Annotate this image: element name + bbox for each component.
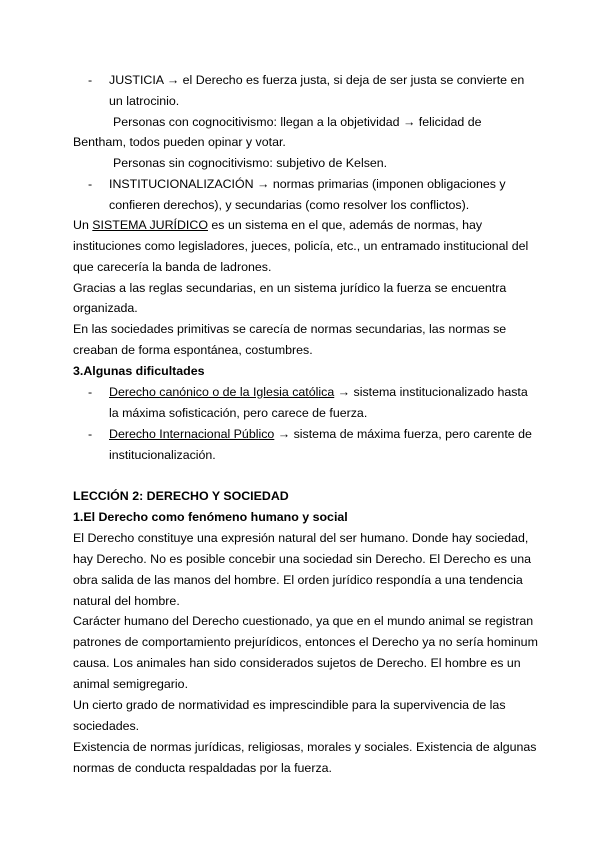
text-fragment: → sistema de máxima fuerza, pero carente de bbox=[274, 427, 532, 441]
paragraph-line: creaban de forma espontánea, costumbres. bbox=[73, 343, 313, 357]
section-heading-dificultades: 3.Algunas dificultades bbox=[73, 364, 205, 378]
paragraph-line: hay Derecho. No es posible concebir una sociedad sin Derecho. El Derecho es una bbox=[73, 552, 532, 566]
derecho-canonico-line bbox=[109, 384, 528, 400]
text-fragment: es un sistema en el que, además de normas, hay bbox=[207, 218, 483, 232]
paragraph-line: natural del hombre. bbox=[73, 594, 180, 608]
derecho-internacional-line-cont: institucionalización. bbox=[109, 448, 216, 462]
text-fragment: → sistema institucionalizado hasta bbox=[334, 385, 528, 399]
paragraph-line: Gracias a las reglas secundarias, en un sistema jurídico la fuerza se encuentra bbox=[73, 281, 507, 295]
paragraph-line: El Derecho constituye una expresión natural del ser humano. Donde hay sociedad, bbox=[73, 531, 529, 545]
derecho-canonico-line-cont: la máxima sofisticación, pero carece de fuerza. bbox=[109, 406, 368, 420]
derecho-internacional-term: Derecho Internacional Público bbox=[109, 427, 275, 441]
bullet-dash: - bbox=[88, 73, 93, 87]
cognocitivismo-line: Personas con cognocitivismo: llegan a la objetividad → felicidad de bbox=[113, 115, 482, 129]
paragraph-line: En las sociedades primitivas se carecía de normas secundarias, las normas se bbox=[73, 322, 507, 336]
paragraph-line: sociedades. bbox=[73, 719, 140, 733]
institucionalizacion-line: INSTITUCIONALIZACIÓN → normas primarias (imponen obligaciones y bbox=[109, 177, 506, 191]
paragraph-line: patrones de comportamiento prejurídicos, entonces el Derecho ya no sería hominum bbox=[73, 635, 538, 649]
derecho-canonico-term: Derecho canónico o de la Iglesia católica bbox=[109, 385, 335, 399]
paragraph-line: Carácter humano del Derecho cuestionado, ya que en el mundo animal se registran bbox=[73, 614, 534, 628]
bullet-dash: - bbox=[88, 385, 93, 399]
bullet-dash: - bbox=[88, 427, 93, 441]
paragraph-line: que carecería la banda de ladrones. bbox=[73, 260, 272, 274]
text-fragment: Un bbox=[73, 218, 93, 232]
justicia-line-cont: un latrocinio. bbox=[109, 94, 180, 108]
cognocitivismo-line-cont: Bentham, todos pueden opinar y votar. bbox=[73, 135, 286, 149]
section-heading-fenomeno: 1.El Derecho como fenómeno humano y social bbox=[73, 510, 348, 524]
sin-cognocitivismo-line: Personas sin cognocitivismo: subjetivo de Kelsen. bbox=[113, 156, 388, 170]
paragraph-line: organizada. bbox=[73, 301, 138, 315]
paragraph-line: obra salida de las manos del hombre. El orden jurídico respondía a una tendencia bbox=[73, 573, 523, 587]
paragraph-line: animal semigregario. bbox=[73, 677, 189, 691]
lesson-heading: LECCIÓN 2: DERECHO Y SOCIEDAD bbox=[73, 489, 289, 503]
paragraph-line: causa. Los animales han sido considerados sujetos de Derecho. El hombre es un bbox=[73, 656, 521, 670]
paragraph-line: Un cierto grado de normatividad es imprescindible para la supervivencia de las bbox=[73, 698, 506, 712]
paragraph-line: Existencia de normas jurídicas, religiosas, morales y sociales. Existencia de algunas bbox=[73, 740, 537, 754]
justicia-line: JUSTICIA → el Derecho es fuerza justa, si deja de ser justa se convierte en bbox=[109, 73, 525, 87]
paragraph-line: instituciones como legisladores, jueces, policía, etc., un entramado institucional del bbox=[73, 239, 529, 253]
bullet-dash: - bbox=[88, 177, 93, 191]
sistema-juridico-term: SISTEMA JURÍDICO bbox=[92, 218, 208, 232]
derecho-internacional-line bbox=[109, 426, 532, 442]
paragraph-line: normas de conducta respaldadas por la fuerza. bbox=[73, 761, 332, 775]
sistema-juridico-line bbox=[73, 217, 482, 233]
institucionalizacion-line-cont: confieren derechos), y secundarias (como resolver los conflictos). bbox=[109, 198, 470, 212]
